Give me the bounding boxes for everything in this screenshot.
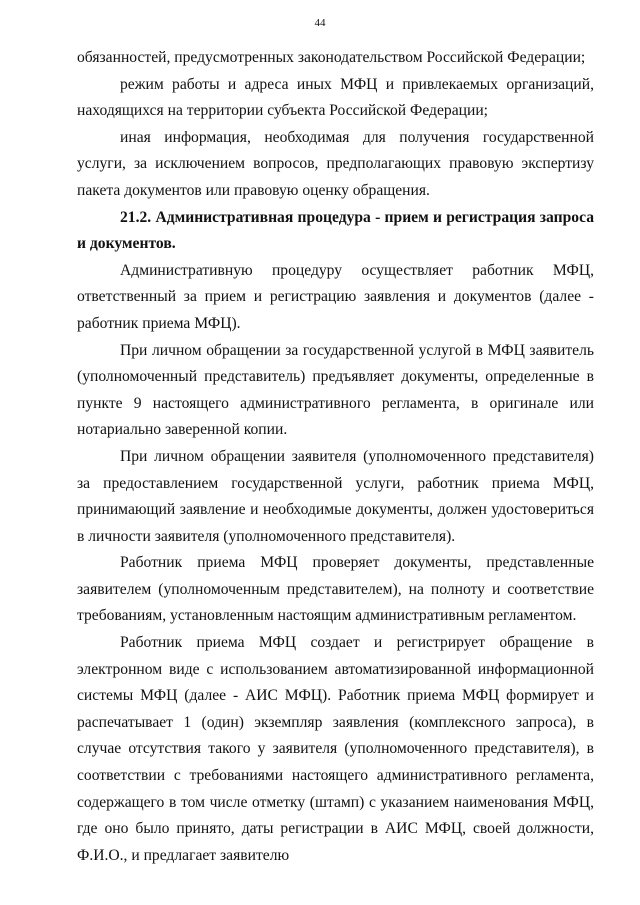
paragraph-continuation: обязанностей, предусмотренных законодательством Российской Федерации; bbox=[77, 49, 586, 66]
paragraph-registration: Работник приема МФЦ создает и регистрирует обращение в электронном виде с использованием автоматизированной информационной системы МФЦ (далее - АИС МФЦ). Работник приема МФЦ формирует и распечатывает 1 (один) экземпляр заявления (комплексного запроса), в случае отсутствия такого у заявителя (уполномоченного представителя), в соответствии с требованиями настоящего административного регламента, содержащего в том числе отметку (штамп) с указанием наименования МФЦ, где оно было принято, даты регистрации в АИС МФЦ, своей должности, Ф.И.О., и предлагает заявителю bbox=[77, 634, 594, 864]
page-number: 44 bbox=[314, 17, 326, 29]
paragraph-personal-appeal: При личном обращении за государственной услугой в МФЦ заявитель (уполномоченный представитель) предъявляет документы, определенные в пункте 9 настоящего административного регламента, в оригинале или нотариально заверенной копии. bbox=[77, 341, 594, 439]
paragraph-other-info: иная информация, необходимая для получения государственной услуги, за исключением вопросов, предполагающих правовую экспертизу пакета документов или правовую оценку обращения. bbox=[77, 128, 594, 199]
paragraph-procedure-executor: Административную процедуру осуществляет работник МФЦ, ответственный за прием и регистрацию заявления и документов (далее - работник приема МФЦ). bbox=[77, 261, 594, 332]
paragraph-identity-check: При личном обращении заявителя (уполномоченного представителя) за предоставлением государственной услуги, работник приема МФЦ, принимающий заявление и необходимые документы, должен удостовериться в личности заявителя (уполномоченного представителя). bbox=[77, 447, 594, 545]
section-heading-21-2: 21.2. Административная процедура - прием и регистрация запроса и документов. bbox=[77, 208, 594, 253]
paragraph-work-schedule: режим работы и адреса иных МФЦ и привлекаемых организаций, находящихся на территории субъекта Российской Федерации; bbox=[77, 75, 594, 120]
document-body bbox=[77, 45, 594, 869]
paragraph-document-check: Работник приема МФЦ проверяет документы, представленные заявителем (уполномоченным представителем), на полноту и соответствие требованиям, установленным настоящим административным регламентом. bbox=[77, 554, 594, 625]
